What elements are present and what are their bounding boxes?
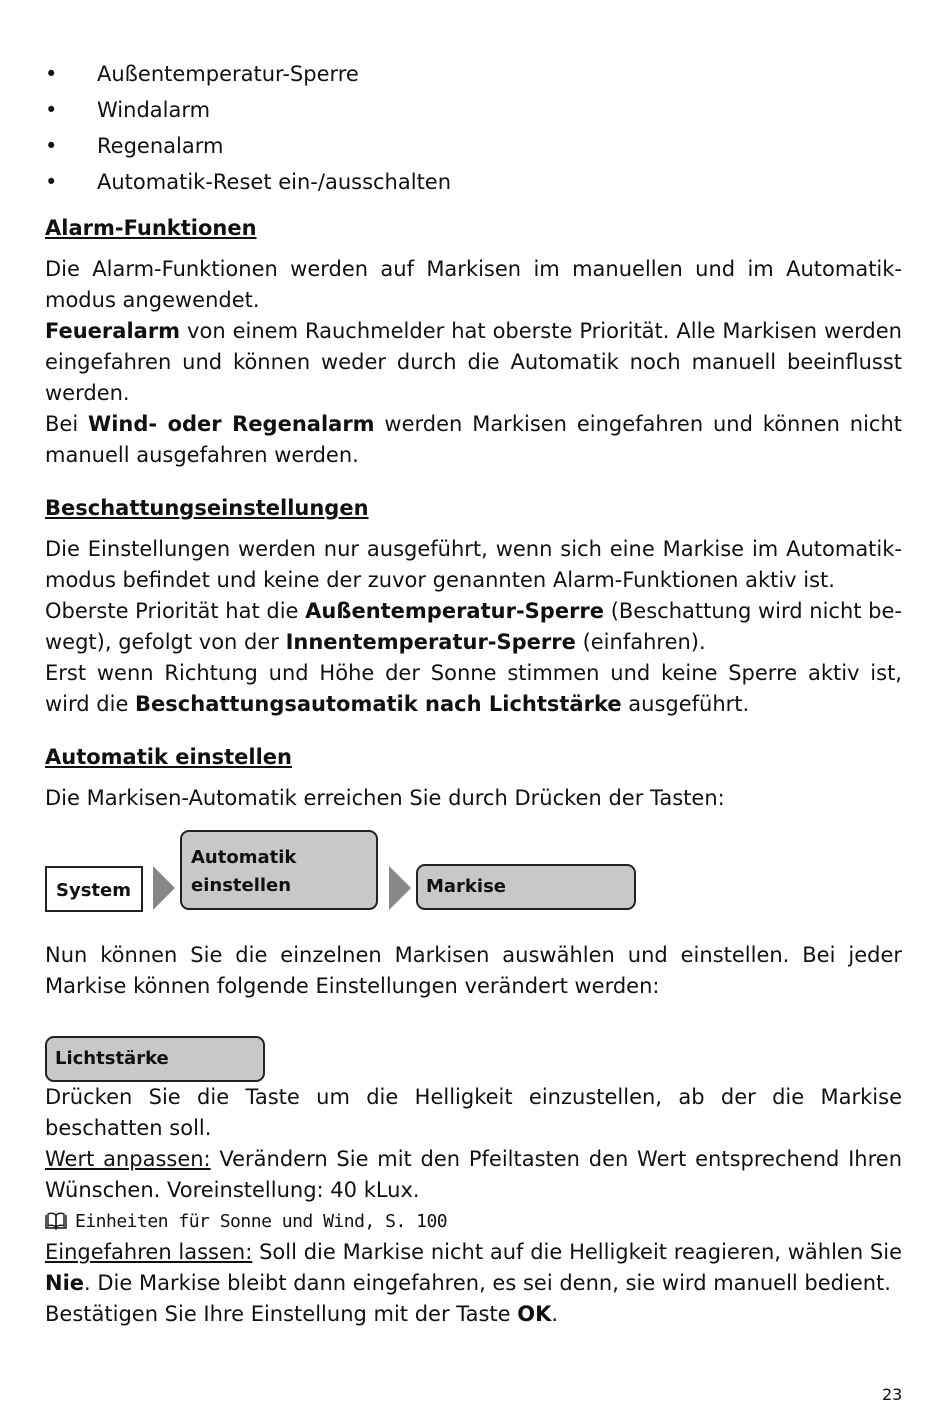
paragraph-confirm: Bestätigen Sie Ihre Einstellung mit der Taste OK.: [45, 1302, 559, 1326]
awning-button[interactable]: Markise: [416, 864, 636, 910]
arrow-right-icon: [153, 866, 175, 910]
page-content: [45, 56, 902, 1330]
list-item: • Windalarm: [45, 98, 211, 122]
list-item: • Regenalarm: [45, 134, 224, 158]
paragraph-fire-alarm: Feueralarm von einem Rauchmelder hat oberste Priorität. Alle Markisen werden eingefahren und können weder durch die Automatik noch manuell beeinflusst werden.: [45, 319, 902, 405]
heading-alarm-functions: Alarm-Funktionen: [45, 216, 257, 240]
paragraph-alarm-intro: Die Alarm-Funktionen werden auf Markisen im manuellen und im Automatik-modus angewendet.: [45, 257, 902, 312]
paragraph-light-intensity: Drücken Sie die Taste um die Helligkeit einzustellen, ab der die Markise beschatten soll.: [45, 1085, 902, 1140]
feature-list: [45, 56, 902, 200]
paragraph-shading-automatic: Erst wenn Richtung und Höhe der Sonne stimmen und keine Sperre aktiv ist, wird die Beschattungsautomatik nach Lichtstärke ausgeführt.: [45, 661, 902, 716]
list-item: • Automatik-Reset ein-/ausschalten: [45, 170, 452, 194]
list-item: • Außentemperatur-Sperre: [45, 62, 359, 86]
arrow-right-icon: [389, 866, 411, 910]
cross-reference: Einheiten für Sonne und Wind, S. 100: [45, 1206, 902, 1237]
paragraph-keep-retracted: Eingefahren lassen: Soll die Markise nicht auf die Helligkeit reagieren, wählen Sie Nie. Die Markise bleibt dann eingefahren, es sei denn, sie wird manuell bedient.: [45, 1240, 902, 1295]
heading-shading-settings: Beschattungseinstellungen: [45, 496, 369, 520]
page-number: 23: [882, 1385, 903, 1404]
paragraph-shading-priority: Oberste Priorität hat die Außentemperatur-Sperre (Beschattung wird nicht be-wegt), gefolgt von der Innentemperatur-Sperre (einfahren).: [45, 599, 903, 654]
paragraph-automatic-intro: Die Markisen-Automatik erreichen Sie durch Drücken der Tasten:: [45, 786, 725, 810]
paragraph-wind-rain-alarm: Bei Wind- oder Regenalarm werden Markisen eingefahren und können nicht manuell ausgefahren werden.: [45, 412, 902, 467]
light-intensity-button[interactable]: Lichtstärke: [45, 1036, 265, 1082]
heading-automatic-setup: Automatik einstellen: [45, 745, 292, 769]
paragraph-shading-intro: Die Einstellungen werden nur ausgeführt, wenn sich eine Markise im Automatik-modus befindet und keine der zuvor genannten Alarm-Funktionen aktiv ist.: [45, 537, 902, 592]
system-button[interactable]: System: [45, 866, 143, 912]
paragraph-select-awnings: Nun können Sie die einzelnen Markisen auswählen und einstellen. Bei jeder Markise können folgende Einstellungen verändert werden:: [45, 943, 902, 998]
paragraph-adjust-value: Wert anpassen: Verändern Sie mit den Pfeiltasten den Wert entsprechend Ihren Wünschen. Voreinstellung: 40 kLux.: [45, 1147, 903, 1202]
key-sequence: [45, 830, 902, 930]
automatic-settings-button[interactable]: Automatik einstellen: [180, 830, 378, 910]
book-icon: [45, 1212, 67, 1230]
